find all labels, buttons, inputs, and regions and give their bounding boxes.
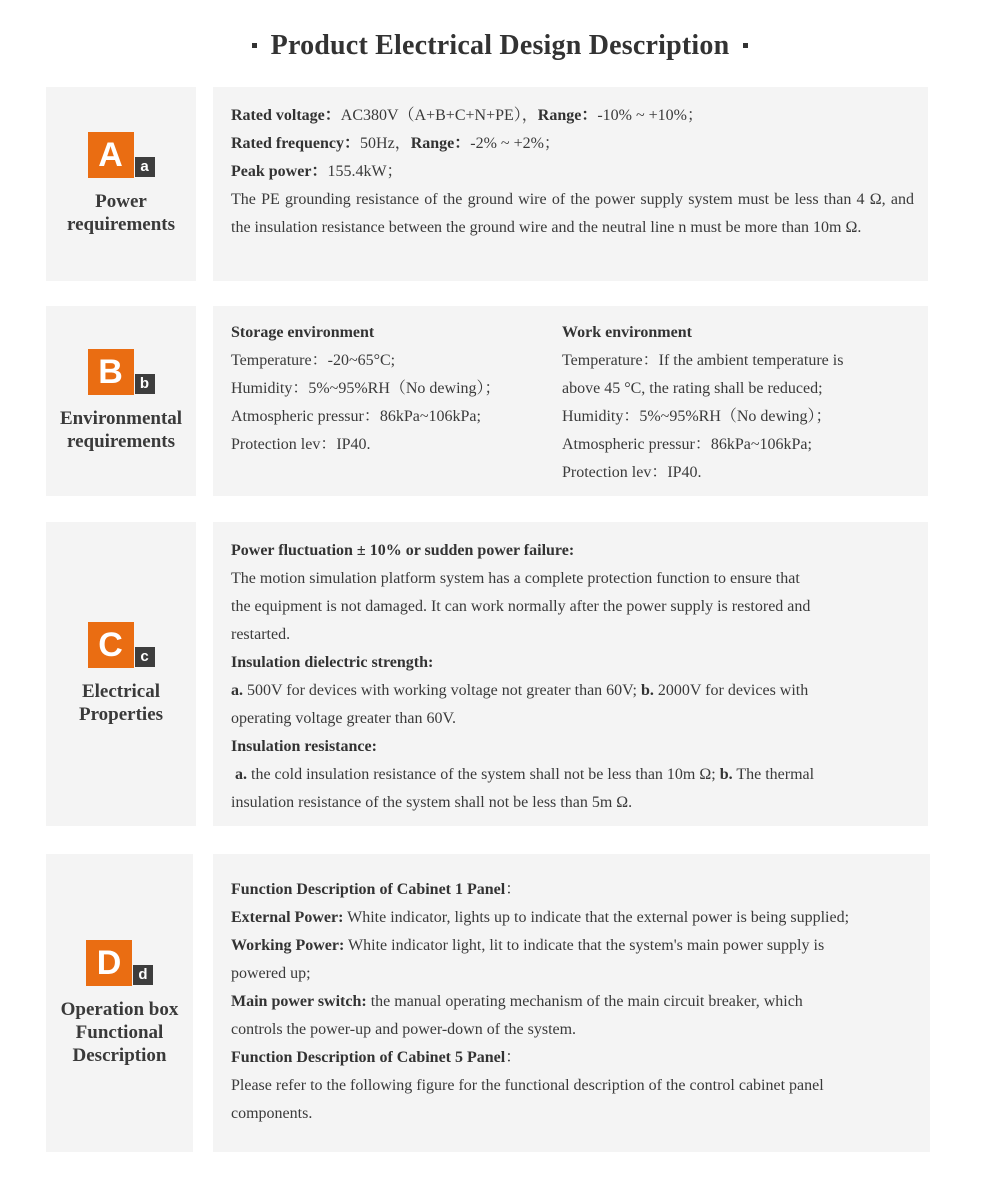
insulation-resistance-heading [231,733,914,761]
section-d-badge [86,940,153,986]
section-c-title [79,680,163,726]
badge-letter-upper: B [88,349,134,395]
grounding-paragraph: The PE grounding resistance of the ground wire of the power supply system must be less than 4 Ω, and the insulation resistance between the ground wire and the neutral line n must be more than 10m Ω. [231,191,914,236]
rated-voltage-line [231,102,914,130]
work-env-line: Humidity：5%~95%RH（No dewing）； [562,408,832,425]
item-text: the cold insulation resistance of the system shall not be less than 10m Ω; [247,766,720,783]
work-env-line: Temperature：If the ambient temperature is [562,352,844,369]
badge-letter-lower: b [135,374,155,394]
item-text: White indicator light, lit to indicate that the system's main power supply is [344,937,825,954]
badge-letter-upper: D [86,940,132,986]
section-b-content-card [213,306,928,496]
section-c-badge [88,622,155,668]
work-environment-column [562,319,914,487]
section-title-line: Environmental [59,408,183,429]
heading-text: Insulation dielectric strength: [231,654,434,671]
heading-text: Function Description of Cabinet 1 Panel [231,881,506,898]
working-power-line-2: powered up; [231,965,311,982]
badge-letter-lower: a [135,157,155,177]
rated-frequency-line [231,130,914,158]
fluctuation-line: restarted. [231,626,291,643]
section-a-content-card [213,87,928,281]
voltage-range-value: -10% ~ +10%； [597,107,704,124]
heading-text: Work environment [562,324,692,341]
main-switch-line-2: controls the power-up and power-down of the system. [231,1021,577,1038]
peak-power-value: 155.4kW； [327,163,403,180]
section-d-content-card [213,854,930,1152]
section-title-line: Power [95,191,147,212]
item-b-marker: b. [640,682,654,699]
voltage-range-label: Range： [537,107,598,124]
main-switch-line [231,988,916,1016]
section-title-line: Description [72,1044,167,1066]
fluctuation-line: The motion simulation platform system has a complete protection function to ensure that [231,570,800,587]
section-title-line: Functional [75,1021,164,1043]
section-d-label-card [46,854,193,1152]
cabinet-5-line: Please refer to the following figure for the functional description of the control cabinet panel [231,1077,824,1094]
heading-colon: ： [505,881,522,898]
storage-environment-column [231,319,562,487]
section-c-content-card [213,522,928,826]
working-power-line [231,932,916,960]
dielectric-line [231,677,914,705]
cabinet-1-heading [231,876,916,904]
dielectric-strength-heading [231,649,914,677]
dielectric-line: operating voltage greater than 60V. [231,710,456,727]
peak-power-line [231,158,914,186]
title-bullet-right [743,43,748,48]
work-env-line: Protection lev：IP40. [562,464,702,481]
badge-letter-lower: d [133,965,153,985]
section-title-line: Electrical [81,681,161,702]
item-text: 2000V for devices with [653,682,809,699]
main-switch-label: Main power switch: [231,993,367,1010]
section-c-label-card [46,522,196,826]
section-title-line: requirements [66,431,175,452]
rated-frequency-label: Rated frequency： [231,135,361,152]
heading-text: Function Description of Cabinet 5 Panel [231,1049,506,1066]
cabinet-5-line: components. [231,1105,313,1122]
item-b-marker: b. [719,766,733,783]
storage-env-line: Temperature：-20~65°C; [231,352,396,369]
item-text: White indicator, lights up to indicate that the external power is being supplied; [343,909,850,926]
section-a-title [67,190,175,236]
storage-env-line: Atmospheric pressur：86kPa~106kPa; [231,408,481,425]
section-title-line: requirements [66,214,175,235]
section-title-line: Operation box [60,998,179,1020]
frequency-range-value: -2% ~ +2%； [470,135,560,152]
section-title-line: Properties [78,704,164,725]
external-power-label: External Power: [231,909,344,926]
heading-text: Power fluctuation ± 10% or sudden power failure: [231,542,575,559]
cabinet-5-heading [231,1044,916,1072]
section-b-label-card [46,306,196,496]
environment-columns [231,319,914,487]
work-env-line: above 45 °C, the rating shall be reduced; [562,380,823,397]
working-power-label: Working Power: [231,937,345,954]
section-b-title [60,407,182,453]
item-text: The thermal [732,766,815,783]
resistance-line: insulation resistance of the system shall not be less than 5m Ω. [231,794,633,811]
badge-letter-upper: A [88,132,134,178]
peak-power-label: Peak power： [231,163,328,180]
work-env-line: Atmospheric pressur：86kPa~106kPa; [562,436,812,453]
section-b-badge [88,349,155,395]
item-text: 500V for devices with working voltage not greater than 60V; [243,682,641,699]
page-title [0,30,1000,62]
power-fluctuation-heading [231,537,914,565]
section-a-label-card [46,87,196,281]
item-text: the manual operating mechanism of the main circuit breaker, which [366,993,803,1010]
storage-environment-heading [231,319,562,347]
heading-text: Insulation resistance: [231,738,377,755]
storage-env-line: Humidity：5%~95%RH（No dewing）； [231,380,501,397]
fluctuation-line: the equipment is not damaged. It can work normally after the power supply is restored and [231,598,811,615]
heading-text: Storage environment [231,324,375,341]
section-d-title [61,998,179,1067]
rated-frequency-value: 50Hz， [360,135,411,152]
item-a-marker: a. [235,766,247,783]
storage-env-line: Protection lev：IP40. [231,436,371,453]
external-power-line [231,904,916,932]
page-title-text: Product Electrical Design Description [270,30,730,61]
frequency-range-label: Range： [410,135,471,152]
title-bullet-left [252,43,257,48]
badge-letter-lower: c [135,647,155,667]
item-a-marker: a. [231,682,243,699]
resistance-line [231,761,914,789]
heading-colon: ： [505,1049,522,1066]
section-a-badge [88,132,155,178]
badge-letter-upper: C [88,622,134,668]
rated-voltage-label: Rated voltage： [231,107,341,124]
work-environment-heading [562,319,914,347]
rated-voltage-value: AC380V（A+B+C+N+PE）， [340,107,538,124]
